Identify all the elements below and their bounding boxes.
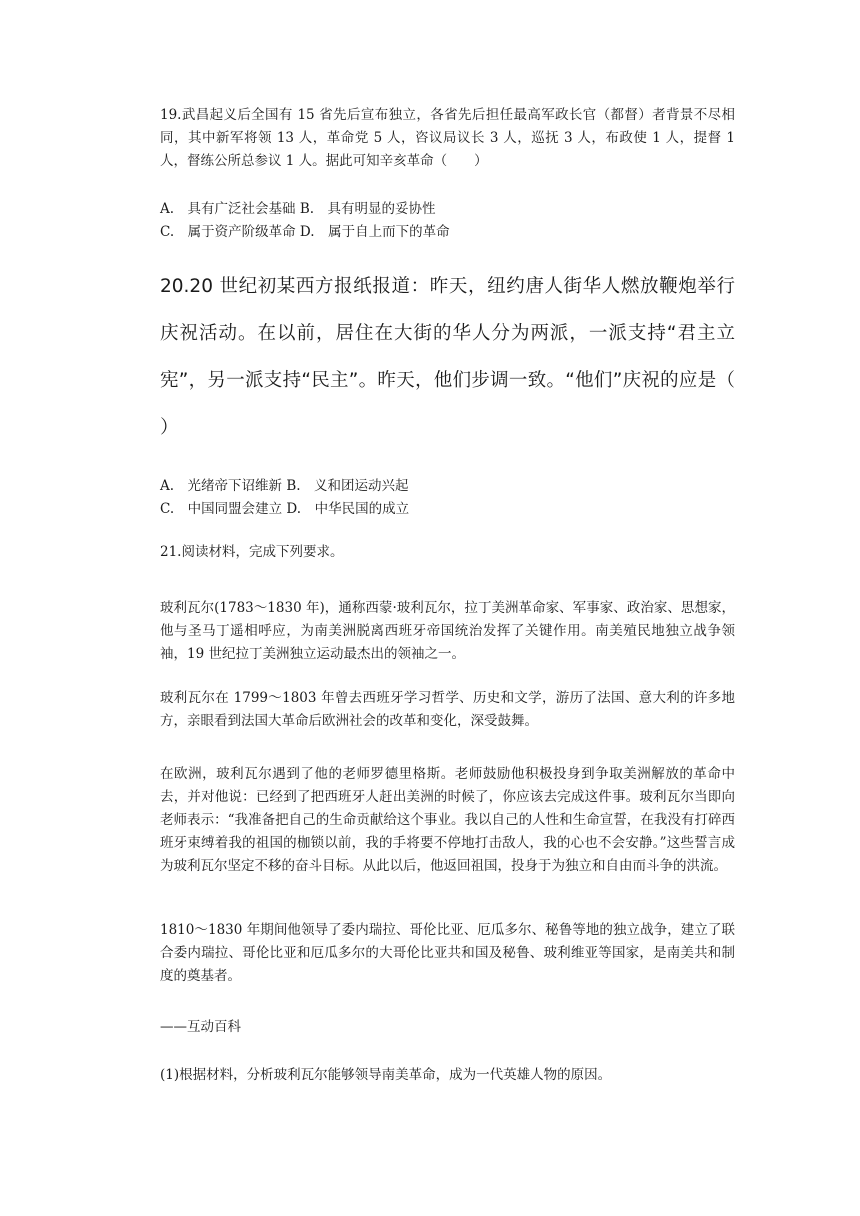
- question-19-stem: 19.武昌起义后全国有 15 省先后宣布独立，各省先后担任最高军政长官（都督）者背景不尽相同，其中新军将领 13 人，革命党 5 人，咨议局议长 3 人，巡抚 3 人，布政使 1 人，提督 1 人，督练公所总参议 1 人。据此可知辛亥革命（ ）: [160, 107, 735, 169]
- question-20-options-cd: C. 中国同盟会建立 D. 中华民国的成立: [160, 501, 410, 517]
- question-20-stem: 20.20 世纪初某西方报纸报道：昨天，纽约唐人街华人燃放鞭炮举行庆祝活动。在以前，居住在大街的华人分为两派，一派支持“君主立宪”，另一派支持“民主”。昨天，他们步调一致。“他们”庆祝的应是（ ）: [160, 276, 773, 438]
- question-20-options-ab: A. 光绪帝下诏维新 B. 义和团运动兴起: [160, 478, 409, 494]
- material-paragraph-3: 在欧洲，玻利瓦尔遇到了他的老师罗德里格斯。老师鼓励他积极投身到争取美洲解放的革命中去，并对他说：已经到了把西班牙人赶出美洲的时候了，你应该去完成这件事。玻利瓦尔当即向老师表示：“我准备把自己的生命贡献给这个事业。我以自己的人性和生命宣誓，在我没有打碎西班牙束缚着我的祖国的枷锁以前，我的手将要不停地打击敌人，我的心也不会安静。”这些誓言成为玻利瓦尔坚定不移的奋斗目标。从此以后，他返回祖国，投身于为独立和自由而斗争的洪流。: [160, 766, 735, 874]
- material-paragraph-2: 玻利瓦尔在 1799～1803 年曾去西班牙学习哲学、历史和文学，游历了法国、意大利的许多地方，亲眼看到法国大革命后欧洲社会的改革和变化，深受鼓舞。: [160, 690, 735, 729]
- question-21-stem: 21.阅读材料，完成下列要求。: [160, 544, 344, 560]
- question-19-options-cd: C. 属于资产阶级革命 D. 属于自上而下的革命: [160, 224, 450, 240]
- question-19-options-ab: A. 具有广泛社会基础 B. 具有明显的妥协性: [160, 201, 436, 217]
- material-paragraph-1: 玻利瓦尔(1783～1830 年)，通称西蒙·玻利瓦尔，拉丁美洲革命家、军事家、政治家、思想家，他与圣马丁遥相呼应，为南美洲脱离西班牙帝国统治发挥了关键作用。南美殖民地独立战争领袖，19 世纪拉丁美洲独立运动最杰出的领袖之一。: [160, 600, 735, 662]
- material-paragraph-4: 1810～1830 年期间他领导了委内瑞拉、哥伦比亚、厄瓜多尔、秘鲁等地的独立战争，建立了联合委内瑞拉、哥伦比亚和厄瓜多尔的大哥伦比亚共和国及秘鲁、玻利维亚等国家，是南美共和制度的奠基者。: [160, 922, 735, 984]
- question-21-sub-1: (1)根据材料，分析玻利瓦尔能够领导南美革命，成为一代英雄人物的原因。: [160, 1067, 612, 1083]
- material-source: ——互动百科: [160, 1019, 241, 1035]
